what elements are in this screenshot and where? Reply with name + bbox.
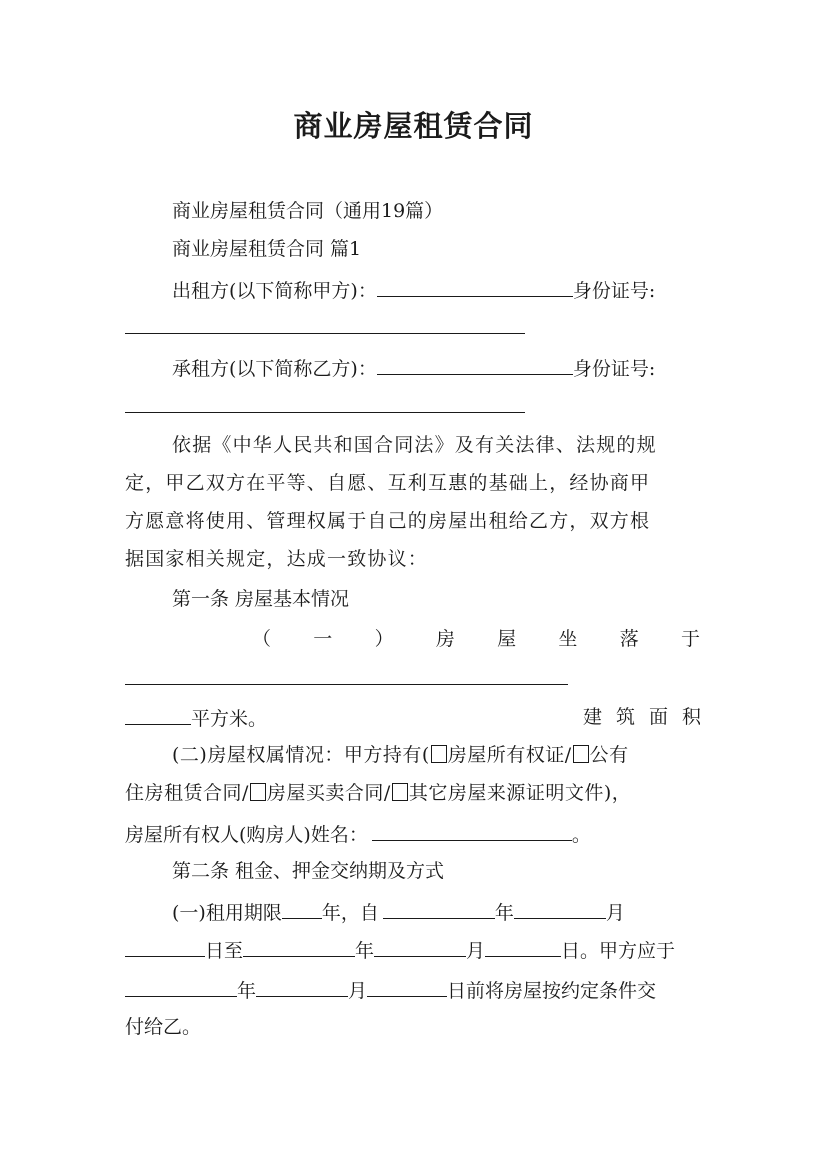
year-unit: 年 [321,902,341,924]
preamble-line-4: 据国家相关规定，达成一致协议： [125,548,429,570]
article2-heading: 第二条 租金、押金交纳期及方式 [172,860,445,882]
day-end-label: 日。甲方应于 [561,940,676,962]
checkbox-sale-contract[interactable] [250,783,266,801]
deliver-end: 付给乙。 [125,1016,202,1038]
preamble-line-2: 定，甲乙双方在平等、自愿、互利互惠的基础上，经协商甲 [125,472,651,494]
article1-heading: 第一条 房屋基本情况 [172,588,350,610]
start-month-blank[interactable] [514,892,606,919]
location-char: （ [252,628,272,650]
subtitle: 商业房屋租赁合同（通用19篇） [172,200,444,222]
lessee-label: 承租方(以下简称乙方)： [172,358,377,380]
start-day-blank[interactable] [125,930,205,957]
term-line-2 [125,930,701,968]
end-year-blank[interactable] [243,930,355,957]
deliver-year-blank[interactable] [125,970,237,997]
location-char: 于 [680,628,700,650]
lessee-id-blank[interactable] [125,412,525,413]
end-day-blank[interactable] [485,930,561,957]
lessee-name-blank[interactable] [377,348,573,375]
location-char: 一 [313,628,333,650]
checkbox-ownership-cert[interactable] [431,745,447,763]
area-blank[interactable] [125,698,191,725]
lessee-id-label: 身份证号: [572,358,656,380]
location-char: 房 [435,628,455,650]
year-unit: 年 [494,902,514,924]
term-label: (一)租用期限 [172,902,282,924]
month-unit: 月 [466,940,486,962]
location-char: 落 [619,628,639,650]
owner-line [125,814,701,852]
option-sale-contract: 房屋买卖合同/ [266,782,391,804]
ownership-line-2 [125,774,701,812]
term-line-1 [125,892,701,930]
preamble-line-3: 方愿意将使用、管理权属于自己的房屋出租给乙方，双方根 [125,510,651,532]
area-char: 积 [681,706,701,728]
start-year-blank[interactable] [383,892,495,919]
month-unit: 月 [348,980,368,1002]
location-char: 坐 [558,628,578,650]
ownership-line-1 [125,736,701,774]
year-unit: 年 [355,940,375,962]
from-label: ，自 [340,902,379,924]
owner-end: 。 [571,824,591,846]
day-to-label: 日至 [205,940,244,962]
location-line [252,620,700,658]
deliver-label: 日前将房屋按约定条件交 [447,980,657,1002]
lessor-label: 出租方(以下简称甲方)： [172,280,377,302]
deliver-month-blank[interactable] [256,970,348,997]
location-char: 屋 [497,628,517,650]
area-unit: 平方米。 [191,708,268,730]
month-unit: 月 [605,902,625,924]
lessor-line [125,270,701,308]
option-other-docs: 其它房屋来源证明文件)， [408,782,632,804]
option-public-housing: 公有 [589,744,629,766]
area-unit-line [125,698,701,736]
location-char: ） [374,628,394,650]
lessor-name-blank[interactable] [377,270,573,297]
option-public-housing-cont: 住房租赁合同/ [125,782,249,804]
term-years-blank[interactable] [282,892,322,919]
deliver-day-blank[interactable] [367,970,447,997]
lessee-line [125,348,701,386]
lessor-id-label: 身份证号: [572,280,656,302]
ownership-intro: (二)房屋权属情况：甲方持有( [172,744,430,766]
end-month-blank[interactable] [374,930,466,957]
area-char: 建 [583,706,603,728]
area-char: 面 [648,706,668,728]
term-line-3 [125,970,701,1008]
preamble-line-1: 依据《中华人民共和国合同法》及有关法律、法规的规 [172,434,657,456]
owner-name-blank[interactable] [372,814,572,841]
option-ownership-cert: 房屋所有权证/ [447,744,572,766]
checkbox-other-docs[interactable] [392,783,408,801]
lessor-id-blank[interactable] [125,333,525,334]
location-blank[interactable] [125,658,568,685]
document-title: 商业房屋租赁合同 [293,109,534,143]
piece-heading: 商业房屋租赁合同 篇1 [172,238,362,260]
area-char: 筑 [615,706,635,728]
checkbox-public-housing[interactable] [573,745,589,763]
year-unit: 年 [237,980,257,1002]
owner-label: 房屋所有权人(购房人)姓名： [125,824,368,846]
